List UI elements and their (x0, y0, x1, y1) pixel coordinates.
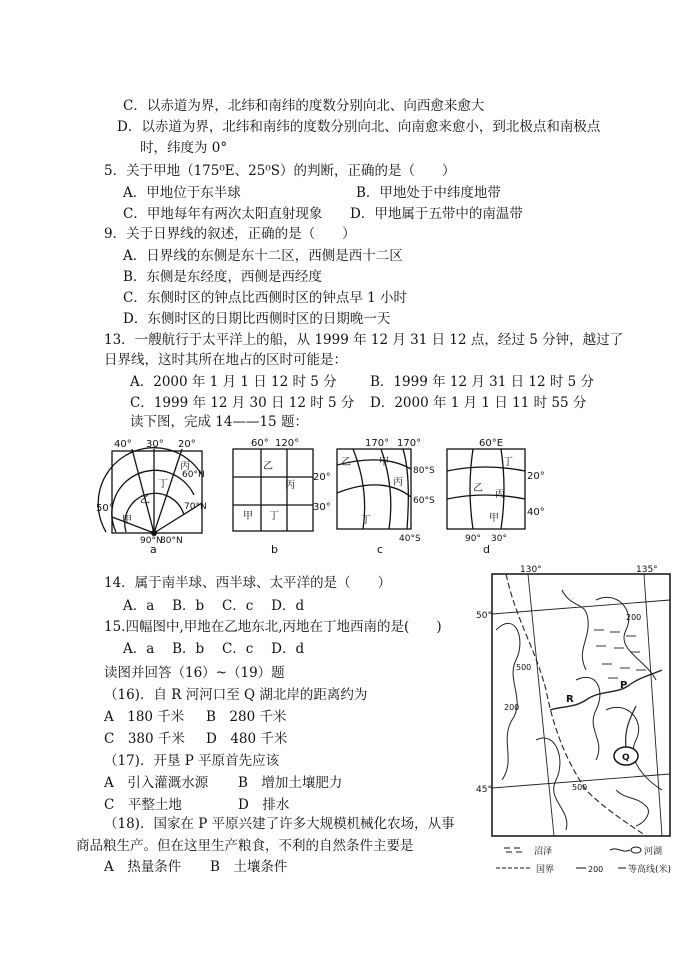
map-label-q: Q (622, 753, 630, 763)
map-contour-200a: 200 (504, 703, 520, 712)
legend-contour: 等高线(米) (628, 865, 672, 875)
q4-option-d-line2: 时，纬度为 0° (140, 140, 228, 156)
figure-b (225, 435, 331, 556)
figure-d (443, 435, 553, 555)
q17-option-d: D 排水 (238, 797, 290, 813)
q5-option-a: A．甲地位于东半球 (123, 185, 241, 201)
fig-a-lon-20: 20° (178, 439, 196, 450)
q13-option-a: A．2000 年 1 月 1 日 12 时 5 分 (130, 374, 337, 390)
fig-d-place-jia: 甲 (489, 513, 499, 524)
q16-option-d: D 480 千米 (206, 731, 288, 747)
q13-option-b: B．1999 年 12 月 31 日 12 时 5 分 (370, 374, 595, 390)
fig-a-lat-60n: 60°N (182, 470, 205, 480)
map-label-r: R (566, 694, 574, 705)
q16-option-c: C 380 千米 (104, 731, 185, 747)
fig-d-place-ding: 丁 (503, 457, 513, 468)
q13-option-c: C．1999 年 12 月 30 日 12 时 5 分 (130, 395, 355, 411)
fig-c-lat-60s: 60°S (413, 496, 435, 506)
q16-stem: （16)．自 R 河河口至 Q 湖北岸的距离约为 (104, 687, 368, 703)
map-lon-130: 130° (520, 565, 542, 575)
q9-option-a: A．日界线的东侧是东十二区，西侧是西十二区 (123, 248, 403, 264)
q5-option-d: D．甲地属于五带中的南温带 (350, 206, 523, 222)
fig-d-lat-40: 40° (527, 507, 545, 518)
map-lat-45: 45° (476, 785, 492, 795)
q5-option-c: C．甲地每年有两次太阳直射现象 (123, 206, 323, 222)
fig-b-place-yi: 乙 (263, 461, 273, 472)
q15-stem: 15.四幅图中,甲地在乙地东北,丙地在丁地西南的是( ) (104, 619, 442, 635)
q9-option-b: B．东侧是东经度，西侧是西经度 (123, 269, 322, 285)
q18-option-b: B 土壤条件 (210, 859, 288, 875)
map-label-p: P (620, 680, 628, 691)
q18-stem-line2: 商品粮生产。但在这里生产粮食，不利的自然条件主要是 (76, 838, 414, 854)
q9-option-c: C．东侧时区的钟点比西侧时区的钟点早 1 小时 (123, 290, 408, 306)
q13-stem-line2: 日界线，这时其所在地占的区时可能是： (104, 352, 347, 368)
legend-river: 河湖 (644, 847, 663, 857)
q5-stem: 5．关于甲地（175⁰E、25⁰S）的判断，正确的是（ ） (104, 163, 456, 179)
read-map-instruction: 读图并回答（16）~（19）题 (104, 665, 285, 681)
fig-a-place-jia: 甲 (122, 515, 132, 526)
fig-b-caption: b (271, 543, 278, 556)
q13-stem-line1: 13．一艘航行于太平洋上的船，从 1999 年 12 月 31 日 12 点，经过 5 分钟，越过了 (104, 332, 624, 348)
fig-c-lon-170a: 170° (365, 438, 390, 449)
fig-d-lon-90: 90° (465, 534, 481, 544)
fig-d-place-bing: 丙 (495, 489, 505, 500)
q17-option-b: B 增加土壤肥力 (238, 775, 343, 791)
fig-c-lat-80s: 80°S (413, 466, 435, 476)
fig-c-place-jia: 甲 (379, 457, 389, 468)
q17-option-c: C 平整土地 (104, 797, 182, 813)
fig-d-lat-20: 20° (527, 471, 545, 482)
read-figure-instruction: 读下图，完成 14——15 题： (130, 414, 308, 430)
q4-option-c: C．以赤道为界，北纬和南纬的度数分别向北、向西愈来愈大 (123, 98, 485, 114)
q5-option-b: B．甲地处于中纬度地带 (356, 185, 501, 201)
fig-a-place-bing: 丙 (180, 461, 190, 472)
fig-b-lat-20: 20° (313, 472, 331, 483)
map-lon-135: 135° (636, 565, 658, 575)
q16-option-b: B 280 千米 (206, 709, 287, 725)
q16-option-a: A 180 千米 (104, 709, 185, 725)
fig-c-place-bing: 丙 (393, 477, 403, 488)
fig-a-lon-40: 40° (114, 439, 132, 450)
fig-a-lat-70n: 70°N (184, 502, 207, 512)
fig-a-place-ding: 丁 (158, 479, 168, 490)
fig-a-caption: a (150, 543, 157, 556)
q4-option-d-line1: D．以赤道为界，北纬和南纬的度数分别向北、向南愈来愈小，到北极点和南极点 (117, 119, 601, 135)
q9-option-d: D．东侧时区的日期比西侧时区的日期晚一天 (123, 311, 391, 327)
fig-c-lat-40s: 40°S (399, 534, 421, 544)
fig-c-place-ding: 丁 (361, 515, 371, 526)
q13-option-d: D．2000 年 1 月 1 日 11 时 55 分 (370, 395, 587, 411)
q18-option-a: A 热量条件 (104, 859, 182, 875)
fig-b-place-bing: 丙 (285, 480, 295, 491)
legend-border: 国界 (536, 865, 555, 875)
q17-stem: （17)．开垦 P 平原首先应该 (104, 753, 280, 769)
fig-d-place-yi: 乙 (473, 483, 483, 494)
figure-a (96, 435, 206, 555)
q9-stem: 9．关于日界线的叙述，正确的是（ ） (104, 226, 356, 242)
fig-d-lon-60e: 60°E (479, 438, 504, 449)
legend-contour-value: 200 (588, 865, 604, 874)
fig-c-caption: c (377, 543, 384, 556)
map-legend (496, 845, 671, 875)
fig-a-place-yi: 乙 (140, 495, 150, 506)
map-contour-500a: 500 (516, 663, 532, 672)
fig-b-lon-60: 60° (251, 438, 269, 449)
q17-option-a: A 引入灌溉水源 (104, 775, 209, 791)
fig-a-left-50: 50° (96, 503, 114, 514)
fig-c-place-yi: 乙 (341, 457, 351, 468)
q18-stem-line1: （18)．国家在 P 平原兴建了许多大规模机械化农场，从事 (104, 816, 455, 832)
fig-a-90n: 90°N (140, 536, 163, 546)
regional-map (476, 560, 686, 880)
q14-options: A．a B．b C．c D．d (123, 598, 305, 614)
fig-b-place-jia: 甲 (243, 511, 253, 522)
fig-b-place-ding: 丁 (269, 511, 279, 522)
map-contour-500b: 500 (572, 783, 588, 792)
figure-c (333, 435, 443, 555)
fig-c-lon-170b: 170° (397, 438, 422, 449)
fig-d-lon-30: 30° (491, 534, 507, 544)
map-contour-200b: 200 (626, 613, 642, 622)
fig-a-lon-30: 30° (146, 439, 164, 450)
fig-d-caption: d (483, 543, 490, 556)
fig-a-80n: 80°N (160, 536, 183, 546)
fig-b-lat-30: 30° (313, 502, 331, 513)
q15-options: A．a B．b C．c D．d (123, 641, 305, 657)
map-lat-50: 50° (476, 611, 492, 621)
q14-stem: 14．属于南半球、西半球、太平洋的是（ ） (104, 575, 392, 591)
fig-b-lon-120: 120° (275, 438, 300, 449)
legend-marsh: 沼泽 (534, 847, 553, 857)
